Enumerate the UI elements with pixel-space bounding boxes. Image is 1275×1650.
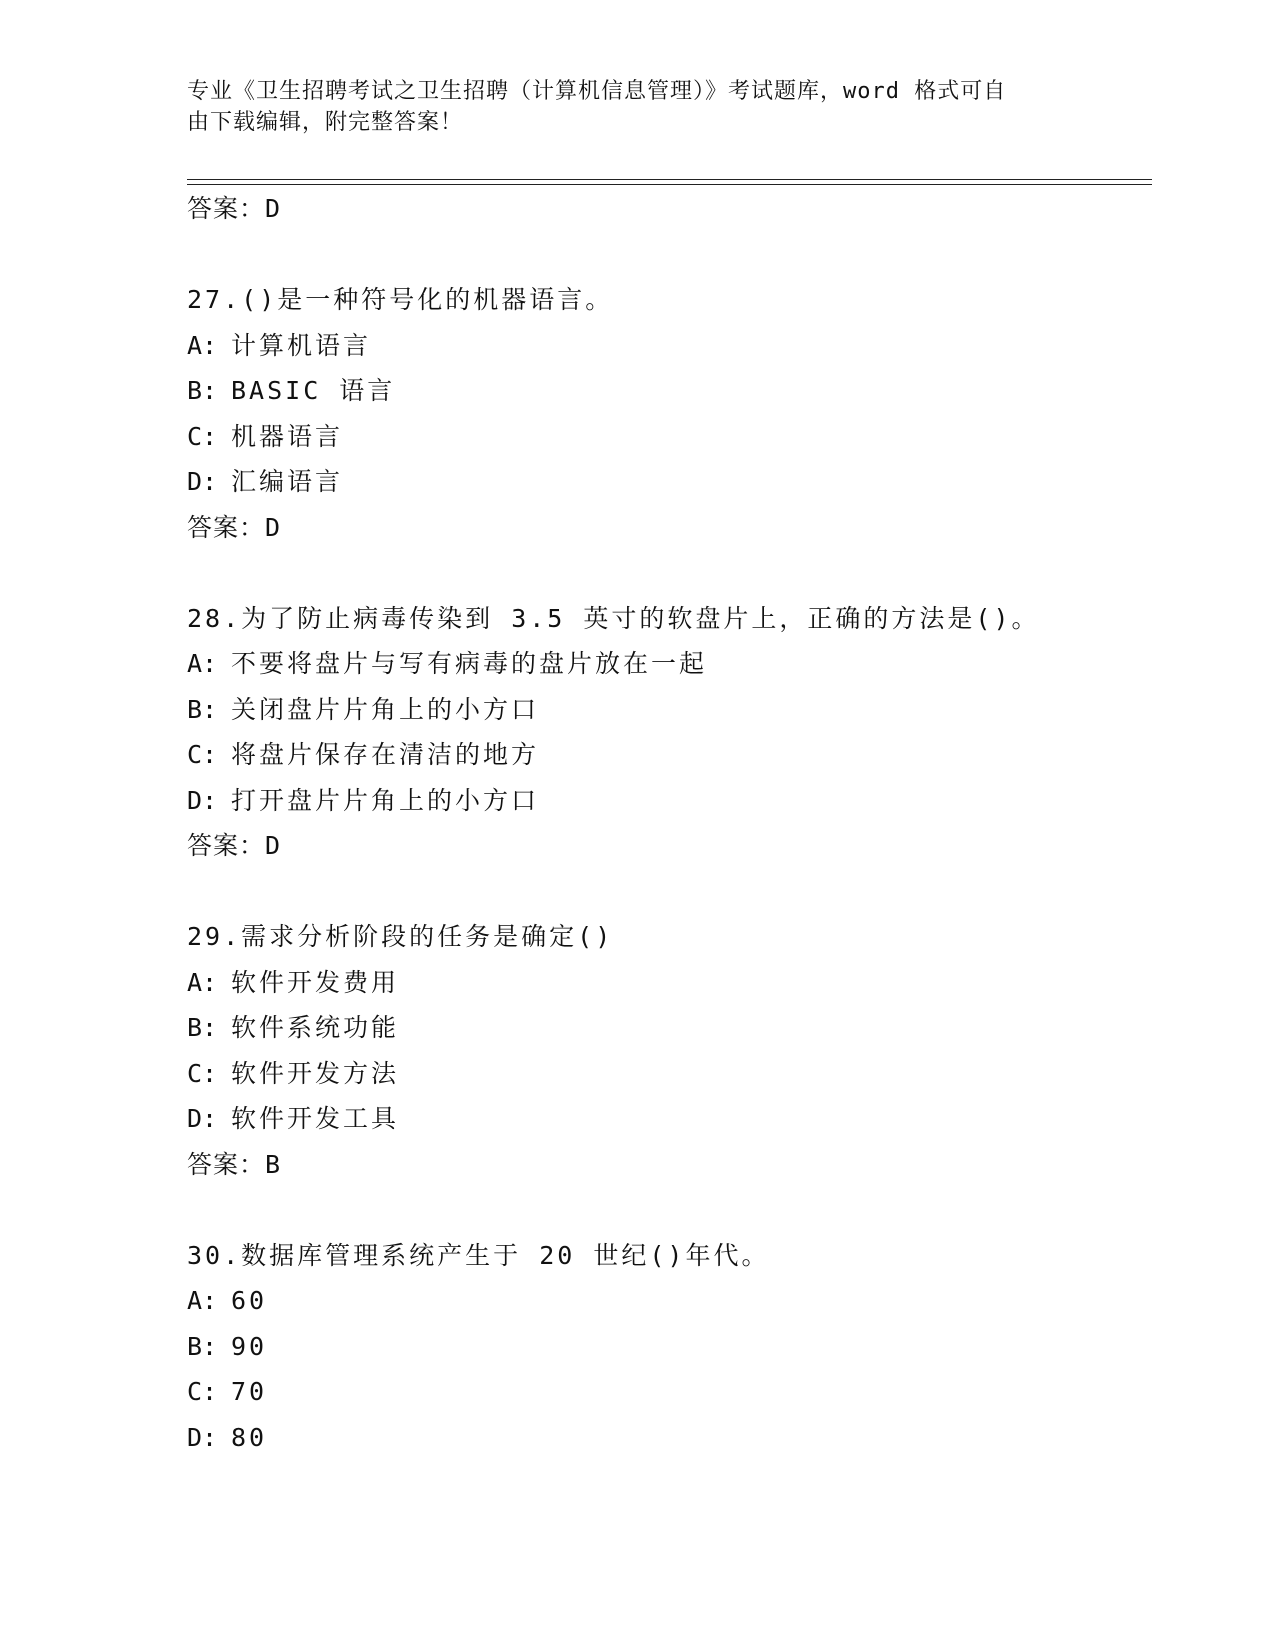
option-letter: A: xyxy=(187,967,218,997)
option-text: 80 xyxy=(231,1422,268,1452)
option-b xyxy=(187,1005,1147,1051)
option-letter: B: xyxy=(187,1331,218,1361)
option-text: 软件系统功能 xyxy=(231,1013,400,1042)
option-letter: A: xyxy=(187,1286,218,1315)
option-d xyxy=(187,459,1147,505)
option-letter: C: xyxy=(187,1058,218,1088)
option-text: 将盘片保存在清洁的地方 xyxy=(231,740,540,769)
option-a xyxy=(187,1278,1147,1324)
spacer xyxy=(187,869,1147,914)
option-text: 打开盘片片角上的小方口 xyxy=(231,785,540,815)
option-letter: C: xyxy=(187,740,218,769)
option-a xyxy=(187,323,1147,369)
option-text: 不要将盘片与写有病毒的盘片放在一起 xyxy=(231,649,708,678)
option-b xyxy=(187,1324,1147,1370)
option-letter: C: xyxy=(187,421,218,451)
spacer xyxy=(187,232,1147,277)
answer-line: 答案：D xyxy=(187,194,282,223)
question-stem: 29.需求分析阶段的任务是确定() xyxy=(187,922,614,951)
question-list xyxy=(187,186,1147,1460)
option-c xyxy=(187,1051,1147,1097)
option-letter: B: xyxy=(187,376,218,405)
question-stem: 27.()是一种符号化的机器语言。 xyxy=(187,285,614,314)
option-b xyxy=(187,687,1147,733)
question-stem: 28.为了防止病毒传染到 3.5 英寸的软盘片上，正确的方法是()。 xyxy=(187,603,1040,633)
option-text: 汇编语言 xyxy=(231,467,344,496)
option-text: 计算机语言 xyxy=(231,330,372,360)
option-letter: A: xyxy=(187,330,218,360)
option-d xyxy=(187,1096,1147,1142)
question-block xyxy=(187,277,1147,551)
question-block xyxy=(187,914,1147,1188)
option-d xyxy=(187,778,1147,824)
option-letter: B: xyxy=(187,1013,218,1042)
spacer xyxy=(187,1188,1147,1233)
option-c xyxy=(187,414,1147,460)
option-text: 软件开发方法 xyxy=(231,1058,400,1088)
answer-line: 答案：B xyxy=(187,1149,282,1179)
option-text: 软件开发工具 xyxy=(231,1104,400,1133)
option-letter: A: xyxy=(187,649,218,678)
header-divider-bottom xyxy=(187,184,1152,185)
option-text: 软件开发费用 xyxy=(231,967,400,997)
option-text: 70 xyxy=(231,1377,268,1406)
option-letter: D: xyxy=(187,467,218,496)
option-text: BASIC 语言 xyxy=(231,376,396,405)
question-block xyxy=(187,596,1147,870)
option-text: 机器语言 xyxy=(231,421,344,451)
answer-line: 答案：D xyxy=(187,831,282,860)
header-divider-top xyxy=(187,179,1152,180)
option-b xyxy=(187,368,1147,414)
option-c xyxy=(187,1369,1147,1415)
document-header xyxy=(187,76,1067,138)
question-block xyxy=(187,1233,1147,1461)
option-letter: C: xyxy=(187,1377,218,1406)
header-line-2: 由下载编辑，附完整答案！ xyxy=(187,110,464,135)
option-text: 关闭盘片片角上的小方口 xyxy=(231,694,540,724)
option-a xyxy=(187,641,1147,687)
question-stem: 30.数据库管理系统产生于 20 世纪()年代。 xyxy=(187,1240,770,1270)
option-a xyxy=(187,960,1147,1006)
option-text: 90 xyxy=(231,1331,268,1361)
option-text: 60 xyxy=(231,1286,268,1315)
option-d xyxy=(187,1415,1147,1461)
header-line-1: 专业《卫生招聘考试之卫生招聘（计算机信息管理）》考试题库，word 格式可自 xyxy=(187,79,1007,104)
option-letter: B: xyxy=(187,694,218,724)
option-letter: D: xyxy=(187,785,218,815)
option-letter: D: xyxy=(187,1422,218,1452)
option-letter: D: xyxy=(187,1104,218,1133)
answer-line: 答案：D xyxy=(187,512,282,542)
spacer xyxy=(187,551,1147,596)
option-c xyxy=(187,732,1147,778)
